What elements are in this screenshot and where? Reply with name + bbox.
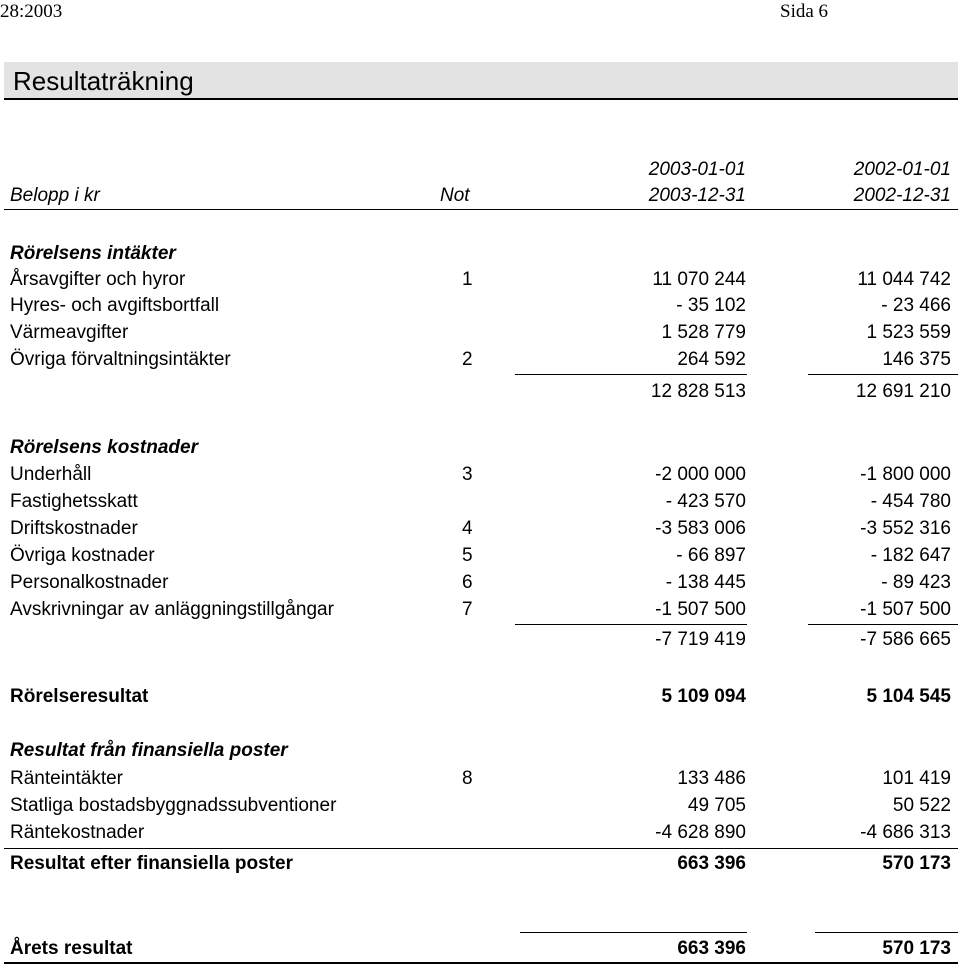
row-label: Underhåll xyxy=(10,464,92,485)
row-value-2002: 1 523 559 xyxy=(866,322,951,343)
sum-line xyxy=(515,374,747,375)
row-label: Personalkostnader xyxy=(10,572,169,593)
page-title: Resultaträkning xyxy=(13,66,194,96)
table-row xyxy=(0,267,960,293)
divider xyxy=(4,848,958,849)
row-label: Ränteintäkter xyxy=(10,768,124,789)
col2-to: 2002-12-31 xyxy=(853,185,951,206)
row-value-2002: 50 522 xyxy=(892,795,951,816)
year-result-row xyxy=(0,936,960,962)
costs-heading: Rörelsens kostnader xyxy=(10,437,198,458)
row-label: Hyres- och avgiftsbortfall xyxy=(10,295,220,316)
row-label: Övriga förvaltningsintäkter xyxy=(10,349,231,370)
row-value-2002: -1 507 500 xyxy=(860,599,951,620)
row-label: Årsavgifter och hyror xyxy=(10,269,186,290)
table-row xyxy=(0,347,960,373)
amount-label: Belopp i kr xyxy=(10,185,100,206)
after-financial-row xyxy=(0,851,960,877)
section-heading xyxy=(0,738,960,764)
subtotal-2003: 12 828 513 xyxy=(650,381,746,402)
row-label: Rörelseresultat xyxy=(10,686,149,707)
row-note: 1 xyxy=(462,269,473,290)
table-row xyxy=(0,516,960,542)
row-note: 7 xyxy=(462,599,473,620)
table-row xyxy=(0,793,960,819)
row-value-2003: - 423 570 xyxy=(665,491,746,512)
col1-from: 2003-01-01 xyxy=(648,159,746,180)
sum-line xyxy=(815,932,958,933)
row-value-2003: 663 396 xyxy=(677,853,746,874)
row-value-2002: 11 044 742 xyxy=(857,269,951,290)
row-label: Värmeavgifter xyxy=(10,322,129,343)
row-value-2003: - 35 102 xyxy=(676,295,746,316)
row-value-2002: - 89 423 xyxy=(881,572,951,593)
table-row xyxy=(0,543,960,569)
row-value-2002: -3 552 316 xyxy=(860,518,951,539)
row-label: Räntekostnader xyxy=(10,822,145,843)
row-value-2003: - 66 897 xyxy=(676,545,746,566)
subtotal-2003: -7 719 419 xyxy=(655,629,746,650)
row-label: Fastighetsskatt xyxy=(10,491,138,512)
row-label: Resultat efter finansiella poster xyxy=(10,853,293,874)
row-label: Statliga bostadsbyggnadssubventioner xyxy=(10,795,337,816)
row-value-2003: 264 592 xyxy=(677,349,746,370)
row-value-2003: -4 628 890 xyxy=(655,822,746,843)
row-note: 6 xyxy=(462,572,473,593)
page-header-left: 28:2003 xyxy=(0,1,63,22)
row-value-2003: 11 070 244 xyxy=(652,269,746,290)
col1-to: 2003-12-31 xyxy=(648,185,746,206)
row-value-2003: 133 486 xyxy=(677,768,746,789)
row-value-2002: -4 686 313 xyxy=(860,822,951,843)
table-row xyxy=(0,462,960,488)
row-value-2002: 146 375 xyxy=(882,349,951,370)
row-label: Driftskostnader xyxy=(10,518,138,539)
table-row xyxy=(0,597,960,623)
operating-result-row xyxy=(0,684,960,710)
bottom-rule xyxy=(4,962,958,964)
row-value-2002: 570 173 xyxy=(882,938,951,959)
revenue-heading: Rörelsens intäkter xyxy=(10,243,176,264)
subtotal-2002: -7 586 665 xyxy=(860,629,951,650)
col2-from: 2002-01-01 xyxy=(853,159,951,180)
row-value-2002: 570 173 xyxy=(882,853,951,874)
row-value-2003: 49 705 xyxy=(687,795,746,816)
page-number: Sida 6 xyxy=(780,1,829,22)
subtotal-row xyxy=(0,379,960,405)
row-label: Avskrivningar av anläggningstillgångar xyxy=(10,599,334,620)
table-row xyxy=(0,320,960,346)
row-value-2002: - 454 780 xyxy=(870,491,951,512)
table-row xyxy=(0,570,960,596)
table-row xyxy=(0,293,960,319)
row-value-2002: - 23 466 xyxy=(881,295,951,316)
table-row xyxy=(0,766,960,792)
row-note: 5 xyxy=(462,545,473,566)
sum-line xyxy=(520,932,747,933)
row-note: 3 xyxy=(462,464,473,485)
financial-heading: Resultat från finansiella poster xyxy=(10,740,288,761)
row-value-2003: 5 109 094 xyxy=(661,686,746,707)
row-value-2003: -1 507 500 xyxy=(655,599,746,620)
section-heading xyxy=(0,435,960,461)
table-row xyxy=(0,489,960,515)
row-value-2002: - 182 647 xyxy=(870,545,951,566)
header-rule xyxy=(4,209,958,210)
row-label: Övriga kostnader xyxy=(10,545,155,566)
row-value-2002: 101 419 xyxy=(882,768,951,789)
row-value-2002: -1 800 000 xyxy=(860,464,951,485)
column-header-from-row xyxy=(0,157,960,183)
row-value-2002: 5 104 545 xyxy=(866,686,951,707)
section-heading xyxy=(0,241,960,267)
sum-line xyxy=(808,374,958,375)
row-note: 2 xyxy=(462,349,473,370)
column-header-row xyxy=(0,183,960,209)
row-value-2003: 1 528 779 xyxy=(661,322,746,343)
row-value-2003: -3 583 006 xyxy=(655,518,746,539)
table-row xyxy=(0,820,960,846)
row-value-2003: -2 000 000 xyxy=(655,464,746,485)
title-bar xyxy=(4,62,958,100)
note-header: Not xyxy=(440,185,470,206)
title-underline xyxy=(4,98,958,100)
row-value-2003: - 138 445 xyxy=(665,572,746,593)
row-value-2003: 663 396 xyxy=(677,938,746,959)
row-note: 8 xyxy=(462,768,473,789)
subtotal-row xyxy=(0,627,960,653)
row-note: 4 xyxy=(462,518,473,539)
sum-line xyxy=(808,624,958,625)
sum-line xyxy=(515,624,747,625)
row-label: Årets resultat xyxy=(10,938,133,959)
subtotal-2002: 12 691 210 xyxy=(855,381,951,402)
